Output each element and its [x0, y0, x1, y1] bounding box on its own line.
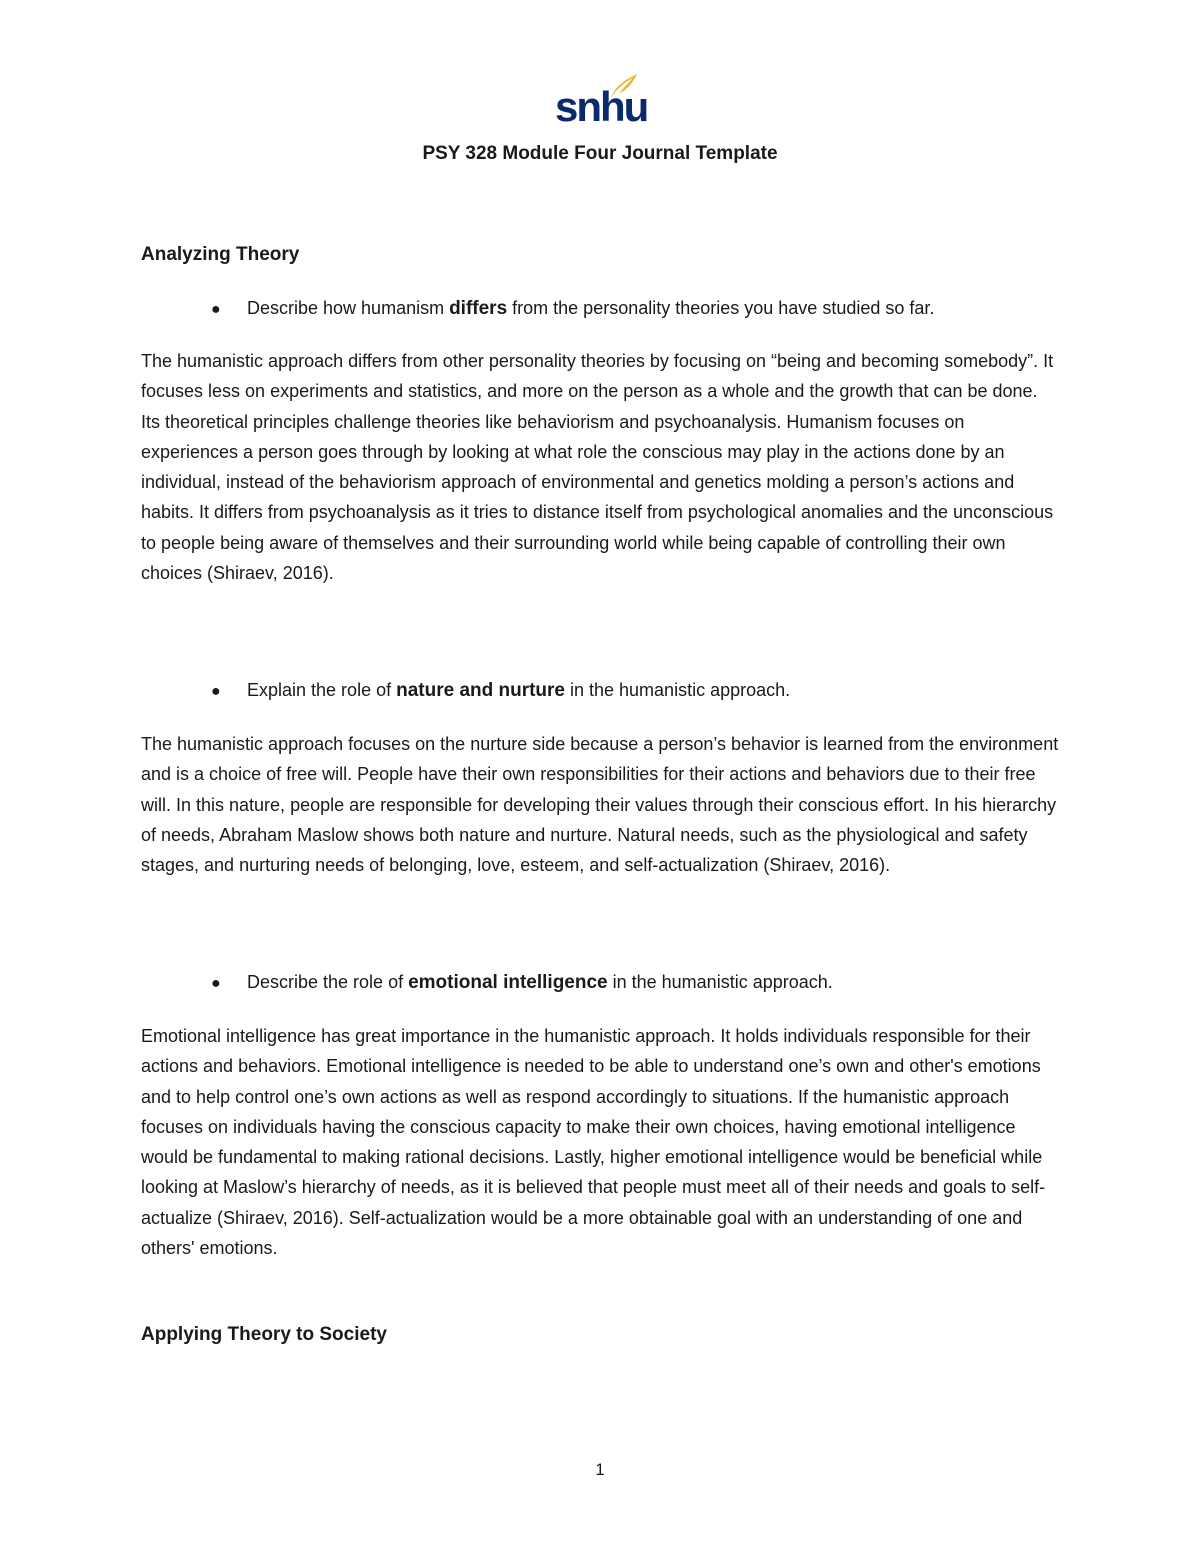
question-prefix: Explain the role of — [247, 680, 397, 700]
question-emphasis: nature and nurture — [396, 680, 565, 701]
answer-differs: The humanistic approach differs from other personality theories by focusing on “being and becoming somebody”. It focuses less on experiments and statistics, and more on the person as a whole and the growth that can be done. Its theoretical principles challenge theories like behaviorism and psychoanalysis. Humanism focuses on experiences a person goes through by looking at what role the conscious may play in the actions done by an individual, instead of the behaviorism approach of environmental and genetics molding a person’s actions and habits. It differs from psychoanalysis as it tries to distance itself from psychological anomalies and the unconscious to people being aware of themselves and their surrounding world while being capable of controlling their own choices (Shiraev, 2016). — [141, 351, 1054, 584]
answer-emotional-intelligence: Emotional intelligence has great importance in the humanistic approach. It holds individuals responsible for their actions and behaviors. Emotional intelligence is needed to be able to understand one’s own and other's emotions and to help control one’s own actions as well as respond accordingly to situations. If the humanistic approach focuses on individuals having the conscious capacity to make their own choices, having emotional intelligence would be fundamental to making rational decisions. Lastly, higher emotional intelligence would be beneficial while looking at Maslow’s hierarchy of needs, as it is believed that people must meet all of their needs and goals to self-actualize (Shiraev, 2016). Self-actualization would be a more obtainable goal with an understanding of one and others' emotions. — [141, 1026, 1046, 1259]
section-heading-analyzing-theory: Analyzing Theory — [141, 244, 300, 265]
bullet-icon: ● — [211, 683, 221, 700]
page-number: 1 — [595, 1460, 605, 1479]
bullet-icon: ● — [211, 975, 221, 992]
question-suffix: in the humanistic approach. — [607, 972, 833, 992]
section-heading-applying-theory: Applying Theory to Society — [141, 1324, 387, 1345]
question-suffix: from the personality theories you have studied so far. — [507, 298, 935, 318]
question-prefix: Describe how humanism — [247, 298, 450, 318]
question-prefix: Describe the role of — [247, 972, 409, 992]
question-emphasis: differs — [449, 298, 508, 319]
question-emphasis: emotional intelligence — [408, 972, 608, 993]
answer-nature-nurture: The humanistic approach focuses on the nurture side because a person’s behavior is learned from the environment and is a choice of free will. People have their own responsibilities for their actions and behaviors due to their free will. In this nature, people are responsible for developing their values through their conscious effort. In his hierarchy of needs, Abraham Maslow shows both nature and nurture. Natural needs, such as the physiological and safety stages, and nurturing needs of belonging, love, esteem, and self-actualization (Shiraev, 2016). — [141, 734, 1059, 876]
question-suffix: in the humanistic approach. — [565, 680, 791, 700]
question-nature-nurture — [141, 680, 790, 702]
question-emotional-intelligence — [141, 972, 833, 994]
question-differs — [141, 298, 934, 320]
logo-wordmark: snhu — [555, 83, 648, 130]
snhu-logo — [555, 72, 648, 132]
document-title: PSY 328 Module Four Journal Template — [422, 143, 778, 164]
bullet-icon: ● — [211, 301, 221, 318]
